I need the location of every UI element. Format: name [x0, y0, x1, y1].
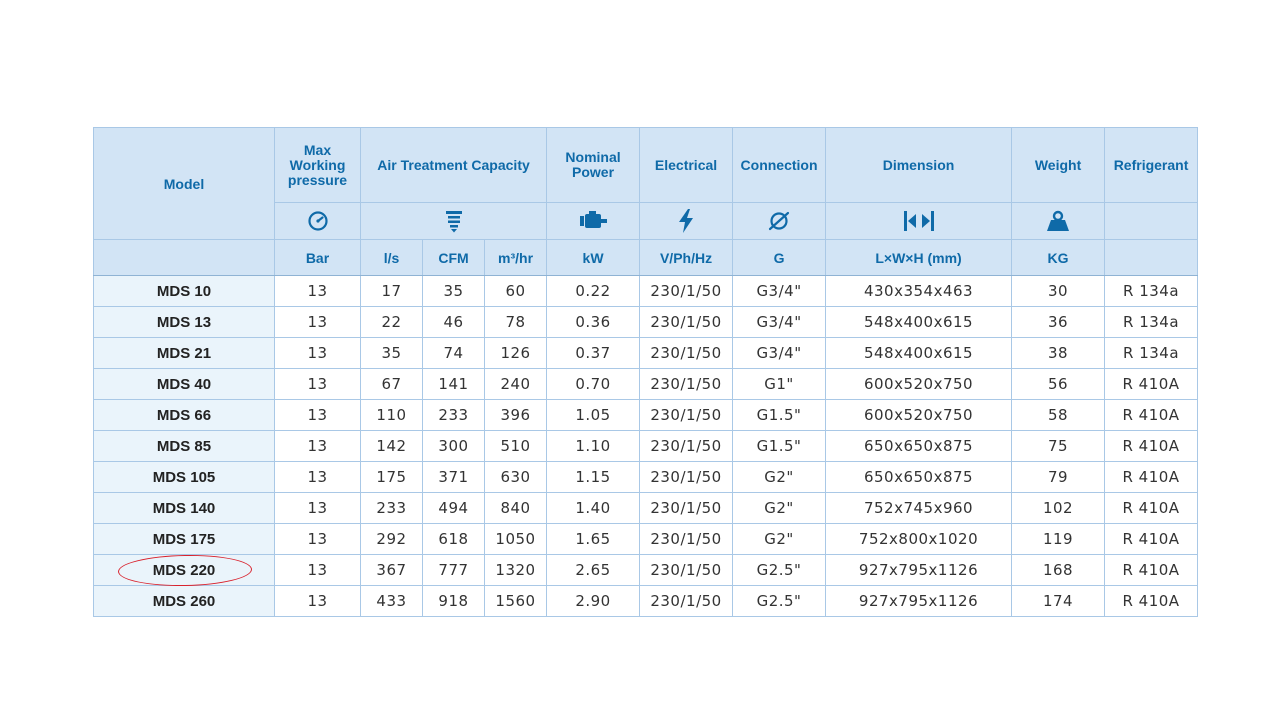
cell-electrical: 230/1/50 — [640, 276, 733, 307]
unit-kg: KG — [1012, 240, 1105, 276]
cell-model: MDS 85 — [94, 431, 275, 462]
cell-connection: G1" — [733, 369, 826, 400]
cell-refrigerant: R 410A — [1105, 462, 1198, 493]
cell-pressure: 13 — [275, 276, 361, 307]
cell-pressure: 13 — [275, 555, 361, 586]
cell-dimension: 752x800x1020 — [826, 524, 1012, 555]
cell-electrical: 230/1/50 — [640, 462, 733, 493]
table-row — [94, 586, 1198, 617]
cell-connection: G2" — [733, 493, 826, 524]
cell-weight: 79 — [1012, 462, 1105, 493]
cell-electrical: 230/1/50 — [640, 555, 733, 586]
cell-ls: 367 — [361, 555, 423, 586]
cell-pressure: 13 — [275, 369, 361, 400]
cell-model: MDS 105 — [94, 462, 275, 493]
model-unit-blank — [94, 240, 275, 276]
cell-pressure: 13 — [275, 493, 361, 524]
cell-model: MDS 21 — [94, 338, 275, 369]
cell-cfm: 918 — [423, 586, 485, 617]
cell-m3hr: 510 — [485, 431, 547, 462]
table-body — [94, 276, 1198, 617]
cell-weight: 58 — [1012, 400, 1105, 431]
cell-refrigerant: R 410A — [1105, 431, 1198, 462]
header-pressure — [275, 128, 361, 203]
cell-model: MDS 140 — [94, 493, 275, 524]
cell-dimension: 650x650x875 — [826, 462, 1012, 493]
cell-refrigerant: R 410A — [1105, 586, 1198, 617]
table-row — [94, 276, 1198, 307]
cell-power: 1.65 — [547, 524, 640, 555]
cell-m3hr: 840 — [485, 493, 547, 524]
cell-weight: 168 — [1012, 555, 1105, 586]
cell-ls: 67 — [361, 369, 423, 400]
cell-model: MDS 260 — [94, 586, 275, 617]
cell-m3hr: 630 — [485, 462, 547, 493]
cell-pressure: 13 — [275, 462, 361, 493]
cell-ls: 17 — [361, 276, 423, 307]
cell-electrical: 230/1/50 — [640, 524, 733, 555]
cell-refrigerant: R 410A — [1105, 493, 1198, 524]
unit-bar: Bar — [275, 240, 361, 276]
cell-cfm: 371 — [423, 462, 485, 493]
cell-m3hr: 240 — [485, 369, 547, 400]
cell-dimension: 752x745x960 — [826, 493, 1012, 524]
cell-power: 0.37 — [547, 338, 640, 369]
cell-cfm: 300 — [423, 431, 485, 462]
cell-pressure: 13 — [275, 586, 361, 617]
cell-refrigerant: R 410A — [1105, 369, 1198, 400]
lightning-bolt-icon — [640, 203, 733, 240]
cell-electrical: 230/1/50 — [640, 400, 733, 431]
cell-refrigerant: R 134a — [1105, 276, 1198, 307]
motor-icon — [547, 203, 640, 240]
header-pressure-line1: Max — [303, 141, 332, 158]
cell-power: 2.65 — [547, 555, 640, 586]
unit-m3hr: m³/hr — [485, 240, 547, 276]
table-row — [94, 493, 1198, 524]
cell-model: MDS 40 — [94, 369, 275, 400]
cell-cfm: 618 — [423, 524, 485, 555]
cell-weight: 56 — [1012, 369, 1105, 400]
weight-icon — [1012, 203, 1105, 240]
table-row — [94, 307, 1198, 338]
header-pressure-line2: Working — [289, 156, 346, 173]
dimension-arrows-icon — [826, 203, 1012, 240]
cell-m3hr: 1050 — [485, 524, 547, 555]
cell-connection: G3/4" — [733, 307, 826, 338]
cell-power: 0.70 — [547, 369, 640, 400]
cell-pressure: 13 — [275, 400, 361, 431]
cell-weight: 174 — [1012, 586, 1105, 617]
cell-refrigerant: R 134a — [1105, 307, 1198, 338]
unit-lwh: L×W×H (mm) — [826, 240, 1012, 276]
cell-electrical: 230/1/50 — [640, 493, 733, 524]
cell-refrigerant: R 410A — [1105, 400, 1198, 431]
cell-dimension: 548x400x615 — [826, 338, 1012, 369]
unit-refrigerant-blank — [1105, 240, 1198, 276]
refrigerant-icon-blank — [1105, 203, 1198, 240]
cell-weight: 102 — [1012, 493, 1105, 524]
diameter-icon — [733, 203, 826, 240]
cell-power: 2.90 — [547, 586, 640, 617]
cell-connection: G3/4" — [733, 338, 826, 369]
header-air-capacity: Air Treatment Capacity — [361, 128, 547, 203]
table-row — [94, 431, 1198, 462]
cell-connection: G2.5" — [733, 586, 826, 617]
cell-connection: G3/4" — [733, 276, 826, 307]
cell-weight: 36 — [1012, 307, 1105, 338]
cell-connection: G2.5" — [733, 555, 826, 586]
cell-refrigerant: R 134a — [1105, 338, 1198, 369]
cell-dimension: 927x795x1126 — [826, 555, 1012, 586]
cell-dimension: 927x795x1126 — [826, 586, 1012, 617]
cell-power: 1.15 — [547, 462, 640, 493]
cell-weight: 75 — [1012, 431, 1105, 462]
table-row — [94, 462, 1198, 493]
cell-pressure: 13 — [275, 307, 361, 338]
cell-model: MDS 66 — [94, 400, 275, 431]
cell-cfm: 233 — [423, 400, 485, 431]
air-filter-icon — [361, 203, 547, 240]
table-row — [94, 338, 1198, 369]
cell-model: MDS 10 — [94, 276, 275, 307]
cell-weight: 119 — [1012, 524, 1105, 555]
cell-ls: 142 — [361, 431, 423, 462]
header-model: Model — [94, 128, 275, 240]
cell-dimension: 600x520x750 — [826, 400, 1012, 431]
specification-table — [93, 127, 1198, 617]
header-pressure-line3: pressure — [287, 171, 348, 188]
cell-electrical: 230/1/50 — [640, 338, 733, 369]
cell-connection: G2" — [733, 524, 826, 555]
cell-cfm: 74 — [423, 338, 485, 369]
cell-m3hr: 60 — [485, 276, 547, 307]
cell-dimension: 430x354x463 — [826, 276, 1012, 307]
cell-pressure: 13 — [275, 431, 361, 462]
cell-pressure: 13 — [275, 338, 361, 369]
header-weight: Weight — [1012, 128, 1105, 203]
cell-ls: 292 — [361, 524, 423, 555]
cell-ls: 175 — [361, 462, 423, 493]
cell-electrical: 230/1/50 — [640, 307, 733, 338]
header-dimension: Dimension — [826, 128, 1012, 203]
header-connection: Connection — [733, 128, 826, 203]
cell-cfm: 494 — [423, 493, 485, 524]
cell-m3hr: 1560 — [485, 586, 547, 617]
cell-refrigerant: R 410A — [1105, 555, 1198, 586]
cell-connection: G1.5" — [733, 431, 826, 462]
cell-dimension: 650x650x875 — [826, 431, 1012, 462]
cell-weight: 30 — [1012, 276, 1105, 307]
cell-power: 1.40 — [547, 493, 640, 524]
cell-m3hr: 78 — [485, 307, 547, 338]
table-row — [94, 400, 1198, 431]
unit-cfm: CFM — [423, 240, 485, 276]
header-electrical: Electrical — [640, 128, 733, 203]
cell-cfm: 777 — [423, 555, 485, 586]
cell-dimension: 600x520x750 — [826, 369, 1012, 400]
cell-electrical: 230/1/50 — [640, 431, 733, 462]
cell-ls: 22 — [361, 307, 423, 338]
cell-connection: G1.5" — [733, 400, 826, 431]
cell-power: 1.10 — [547, 431, 640, 462]
cell-model: MDS 175 — [94, 524, 275, 555]
pressure-gauge-icon — [275, 203, 361, 240]
cell-dimension: 548x400x615 — [826, 307, 1012, 338]
cell-refrigerant: R 410A — [1105, 524, 1198, 555]
unit-kw: kW — [547, 240, 640, 276]
cell-ls: 110 — [361, 400, 423, 431]
cell-pressure: 13 — [275, 524, 361, 555]
header-power-line1: Nominal — [565, 149, 621, 165]
cell-m3hr: 396 — [485, 400, 547, 431]
cell-weight: 38 — [1012, 338, 1105, 369]
cell-electrical: 230/1/50 — [640, 369, 733, 400]
cell-power: 1.05 — [547, 400, 640, 431]
cell-ls: 433 — [361, 586, 423, 617]
header-power — [547, 128, 640, 203]
cell-electrical: 230/1/50 — [640, 586, 733, 617]
table-row — [94, 555, 1198, 586]
header-refrigerant: Refrigerant — [1105, 128, 1198, 203]
cell-connection: G2" — [733, 462, 826, 493]
cell-ls: 35 — [361, 338, 423, 369]
cell-m3hr: 126 — [485, 338, 547, 369]
cell-model: MDS 220 — [94, 555, 275, 586]
cell-power: 0.36 — [547, 307, 640, 338]
cell-model: MDS 13 — [94, 307, 275, 338]
unit-vphhz: V/Ph/Hz — [640, 240, 733, 276]
cell-cfm: 141 — [423, 369, 485, 400]
cell-ls: 233 — [361, 493, 423, 524]
cell-m3hr: 1320 — [485, 555, 547, 586]
unit-ls: l/s — [361, 240, 423, 276]
cell-cfm: 46 — [423, 307, 485, 338]
cell-cfm: 35 — [423, 276, 485, 307]
header-power-line2: Power — [572, 164, 615, 180]
table-row — [94, 524, 1198, 555]
table-row — [94, 369, 1198, 400]
cell-power: 0.22 — [547, 276, 640, 307]
unit-g: G — [733, 240, 826, 276]
